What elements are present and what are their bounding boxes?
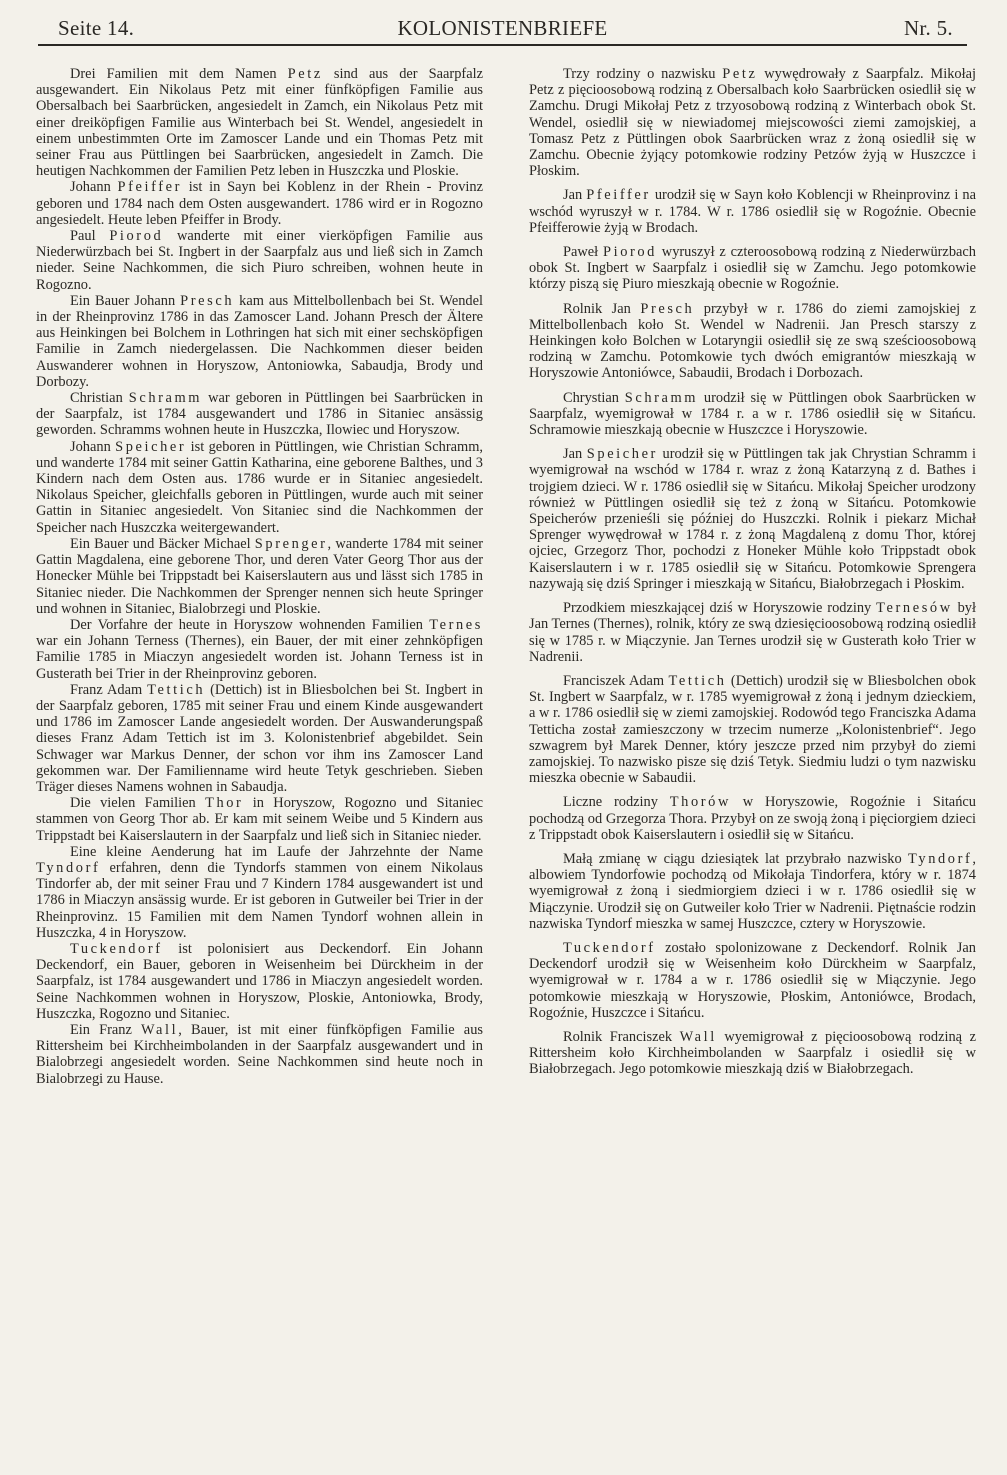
family-name: Pfeiffer [117, 179, 183, 196]
paragraph: Rolnik Jan Presch przybył w r. 1786 do ziemi zamojskiej z Mittelbollenbach koło St. Wendel w Nadrenii. Jan Presch starszy z Heinkingen koło Bolchen w Lotaryngii osiedlił się ze swą sześcioosobową rodziną w Zamchu. Potomkowie tych dwóch emigrantów mieszkają w Horyszowie Antoniówce, Sabaudii, Brodach i Dorbozach. [529, 300, 977, 382]
paragraph: Christian Schramm war geboren in Püttlingen bei Saarbrücken in der Saarpfalz, ist 1784 ausgewandert und 1786 in Sitaniec ansässig geworden. Schramms wohnen heute in Huszczka, Ilowiec und Horyszow. [36, 390, 483, 439]
family-name: Sprenger [254, 535, 328, 552]
german-column [36, 66, 483, 1087]
family-name: Presch [180, 292, 235, 309]
family-name: Tuckendorf [70, 940, 163, 957]
paragraph: Przodkiem mieszkającej dziś w Horyszowie rodziny Ternesów był Jan Ternes (Thernes), rolnik, który ze swą dziesięcioosobową rodziną osiedlił się w 1785 r. w Miączynie. Jan Ternes urodził się w Gusterath koło Trier w Nadrenii. [529, 600, 976, 665]
paragraph: Eine kleine Aenderung hat im Laufe der Jahrzehnte der Name Tyndorf erfahren, denn die Tyndorfs stammen von einem Nikolaus Tindorfer ab, der mit seiner Frau und 7 Kindern 1784 ausgewandert ist und 1786 in Miaczyn ansässig wurde. Er ist geboren in Gutweiler bei Trier in der Rheinprovinz. 15 Familien mit dem Namen Tyndorf wohnen allein in Huszczka, 4 in Horyszow. [36, 843, 483, 941]
family-name: Wall [141, 1021, 179, 1038]
family-name: Speicher [586, 446, 658, 463]
paragraph: Johann Speicher ist geboren in Püttlingen, wie Christian Schramm, und wanderte 1784 mit seiner Gattin Katharina, eine geborene Balthes, und 3 Kindern nach dem Osten aus. 1786 wurde er in Sitaniec angesiedelt. Nikolaus Speicher, gleichfalls geboren in Püttlingen, wurde auch mit seiner Gattin in Sitaniec angesiedelt. Von Sitaniec sind die Nachkommen der Speicher nach Huszczka weitergewandert. [36, 438, 483, 536]
family-name: Piorod [603, 244, 657, 261]
paragraph: Rolnik Franciszek Wall wyemigrował z pięcioosobową rodziną z Rittersheim koło Kirchheimbolanden w Saarpfalz i osiedlił się w Białobrzegach. Jego potomkowie mieszkają dziś w Białobrzegach. [529, 1028, 976, 1078]
polish-column [529, 66, 976, 1086]
paragraph: Johann Pfeiffer ist in Sayn bei Koblenz in der Rhein - Provinz geboren und 1784 nach dem Osten ausgewandert. 1786 wird er in Rogozno angesiedelt. Heute leben Pfeiffer in Brody. [36, 179, 483, 228]
paragraph: Tuckendorf zostało spolonizowane z Deckendorf. Rolnik Jan Deckendorf urodził się w Weisenheim koło Dürckheim w Saarpfalz, wyemigrował w r. 1784 a w r. 1786 osiedlił się w Miączynie. Jego potomkowie mieszkają w Horyszowie, Płoskim, Antoniówce, Brodach, Rogoźnie, Huszczce i Sitańcu. [529, 939, 976, 1021]
paragraph: Die vielen Familien Thor in Horyszow, Rogozno und Sitaniec stammen von Georg Thor ab. Er kam mit seinem Weibe und 5 Kindern aus Trippstadt bei Kaiserslautern in der Saarpfalz und ließ sich in Sitaniec nieder. [36, 795, 483, 844]
paragraph: Ein Bauer und Bäcker Michael Sprenger, wanderte 1784 mit seiner Gattin Magdalena, eine geborene Thor, und deren Vater Georg Thor aus der Honecker Mühle bei Trippstadt bei Kaiserslautern aus und lässt sich 1785 in Sitaniec nieder. Die Nachkommen der Sprenger nennen sich heute Springer und wohnen in Sitaniec, Bialobrzegi und Ploskie. [36, 535, 483, 617]
paragraph: Ein Bauer Johann Presch kam aus Mittelbollenbach bei St. Wendel in der Rheinprovinz 1786 in das Zamoscer Land. Johann Presch der Ältere aus Heinkingen bei Bolchem in Lothringen hat sich mit einer sechsköpfigen Familie in Zamch niedergelassen. Die Nachkommen dieser beiden Auswanderer wohnen in Horyszow, Antoniowka, Sabaudja, Brody und Dorbozy. [36, 292, 483, 390]
family-name: Piorod [109, 228, 164, 245]
family-name: Tettich [147, 681, 206, 698]
paragraph: Liczne rodziny Thorów w Horyszowie, Rogoźnie i Sitańcu pochodzą od Grzegorza Thora. Przybył on ze swoją żoną i pięciorgiem dzieci z Trippstadt obok Kaiserslautern i osiedlił się w Sitańcu. [529, 794, 976, 843]
family-name: Pfeiffer [586, 187, 651, 204]
paragraph: Paul Piorod wanderte mit einer vierköpfigen Familie aus Niederwürzbach bei St. Ingbert in der Saarpfalz aus und ließ sich in Zamch nieder. Seine Nachkommen, die sich Piuro schreiben, wohnen heute in Rogozno. [36, 228, 483, 293]
publication-title: KOLONISTENBRIEFE [397, 16, 608, 40]
paragraph: Jan Pfeiffer urodził się w Sayn koło Koblencji w Rheinprovinz i na wschód wyruszył w r. 1784. W r. 1786 osiedlił się w Rogoźnie. Obecnie Pfeifferowie żyją w Brodach. [529, 187, 977, 236]
family-name: Thorów [669, 794, 731, 811]
issue-number: Nr. 5. [903, 16, 953, 40]
paragraph: Ein Franz Wall, Bauer, ist mit einer fünfköpfigen Familie aus Rittersheim bei Kirchheimbolanden in der Saarpfalz ausgewandert und in Bialobrzegi angesiedelt worden. Seine Nachkommen sind heute noch in Bialobrzegi zu Hause. [36, 1021, 483, 1087]
paragraph: Der Vorfahre der heute in Horyszow wohnenden Familien Ternes war ein Johann Terness (Thernes), ein Bauer, der mit einer zehnköpfigen Familie 1785 in Miaczyn angesiedelt worden ist. Johann Terness ist in Gusterath bei Trier in der Rheinprovinz geboren. [36, 616, 483, 682]
paragraph: Paweł Piorod wyruszył z czteroosobową rodziną z Niederwürzbach obok St. Ingbert w Saarpfalz i osiedlił się w Zamchu. Jego potomkowie którzy piszą się Piuro mieszkają obecnie w Rogoźnie. [529, 244, 976, 293]
paragraph: Chrystian Schramm urodził się w Püttlingen obok Saarbrücken w Saarpfalz, wyemigrował w 1784 r. a w r. 1786 osiedlił się w Sitańcu. Schramowie mieszkają obecnie w Huszczce i Horyszowie. [529, 389, 976, 439]
family-name: Schramm [128, 390, 203, 407]
paragraph: Drei Familien mit dem Namen Petz sind aus der Saarpfalz ausgewandert. Ein Nikolaus Petz mit einer fünfköpfigen Familie aus Obersalbach bei Saarbrücken, angesiedelt in Zamch, ein Nikolaus Petz mit einer dreiköpfigen Familie aus Winterbach bei St. Wendel, angesiedelt in einem unbestimmten Orte im Zamoscer Lande und ein Thomas Petz mit seiner Frau aus Püttlingen bei Saarbrücken, angesiedelt in Zamch. Die heutigen Nachkommen der Familien Petz leben in Huszczka und Ploskie. [36, 66, 483, 180]
family-name: Ternes [429, 616, 483, 633]
family-name: Speicher [115, 438, 187, 455]
family-name: Schramm [624, 389, 699, 406]
family-name: Ternesów [876, 600, 953, 617]
family-name: Petz [287, 66, 323, 82]
family-name: Wall [679, 1028, 717, 1045]
family-name: Tyndorf [36, 859, 101, 876]
family-name: Tettich [668, 672, 727, 689]
paragraph: Jan Speicher urodził się w Püttlingen tak jak Chrystian Schramm i wyemigrował na wschód w 1784 r. wraz z żoną Katarzyną z d. Bathes i trojgiem dzieci. W r. 1786 osiedlił się w Sitańcu. Mikołaj Speicher urodzony również w Püttlingen osiedlił się też z żoną w Sitańcu. Potomkowie Speicherów przenieśli się później do Huszczki. Rolnik i piekarz Michał Sprenger wywędrował w 1784 r. z żoną Magdaleną z domu Thor, której ojciec, Grzegorz Thor, pochodzi z Honeker Mühle koło Trippstadt obok Kaiserslautern i w r. 1785 osiedlił się w Sitańcu. Potomkowie Sprengera nazywają się dziś Springer i mieszkają w Sitańcu, Białobrzegach i Płoskim. [529, 446, 976, 592]
paragraph: Franz Adam Tettich (Dettich) ist in Bliesbolchen bei St. Ingbert in der Saarpfalz geboren, 1785 mit seiner Frau und einem Kinde ausgewandert und 1786 im Zamoscer Lande angesiedelt worden. Der Auswanderungspaß dieses Franz Adam Tettich ist im 3. Kolonistenbrief abgebildet. Sein Schwager war Markus Denner, der schon vor ihm ins Zamoscer Land gekommen war. Der Familienname wird heute Tetyk geschrieben. Sieben Träger dieses Namens wohnen in Sabaudja. [36, 681, 484, 795]
family-name: Petz [722, 66, 758, 82]
family-name: Tyndorf [908, 850, 973, 867]
family-name: Tuckendorf [563, 939, 656, 956]
family-name: Thor [205, 795, 244, 812]
paragraph: Małą zmianę w ciągu dziesiątek lat przybrało nazwisko Tyndorf, albowiem Tyndorfowie pochodzą od Mikołaja Tindorfera, który w r. 1874 wyemigrował z żoną i siedmiorgiem dzieci i w r. 1786 osiedlił się w Miączynie. Urodził się on Gutweiler koło Trier w Nadrenii. Piętnaście rodzin nazwiska Tyndorf mieszka w samej Huszczce, cztery w Horyszowie. [529, 850, 976, 932]
paragraph: Franciszek Adam Tettich (Dettich) urodził się w Bliesbolchen obok St. Ingbert w Saarpfalz, w r. 1785 wyemigrował z żoną i jednym dzieckiem, a w r. 1786 osiedlił się w ziemi zamojskiej. Rodowód tego Franciszka Adama Tetticha został zamieszczony w trzecim numerze „Kolonistenbrief“. Jego szwagrem był Marek Denner, który jeszcze przed nim przybył do ziemi zamojskiej. To nazwisko pisze się dziś Tetyk. Siedmiu ludzi o tym nazwisku mieszka obecnie w Sabaudii. [529, 672, 976, 787]
page-number: Seite 14. [58, 16, 135, 40]
family-name: Presch [640, 300, 695, 317]
paragraph: Tuckendorf ist polonisiert aus Deckendorf. Ein Johann Deckendorf, ein Bauer, geboren in Weisenheim bei Dürckheim in der Saarpfalz, ist 1784 ausgewandert und 1786 in Miaczyn angesiedelt worden. Seine Nachkommen wohnen in Horyszow, Ploskie, Antoniowka, Brody, Huszczka, Rogozno und Sitaniec. [36, 940, 483, 1022]
paragraph: Trzy rodziny o nazwisku Petz wywędrowały z Saarpfalz. Mikołaj Petz z pięcioosobową rodziną z Obersalbach koło Saarbrücken osiedlił się w Zamchu. Drugi Mikołaj Petz z trzyosobową rodziną z Winterbach obok St. Wendel, osiedlił się w niewiadomej miejscowości ziemi zamojskiej, a Tomasz Petz z Püttlingen obok Saarbrücken wraz z żoną osiedlił się w Zamchu. Obecnie żyjący potomkowie rodziny Petzów żyją w Huszczce i Płoskim. [529, 66, 976, 180]
page-header [38, 14, 967, 46]
